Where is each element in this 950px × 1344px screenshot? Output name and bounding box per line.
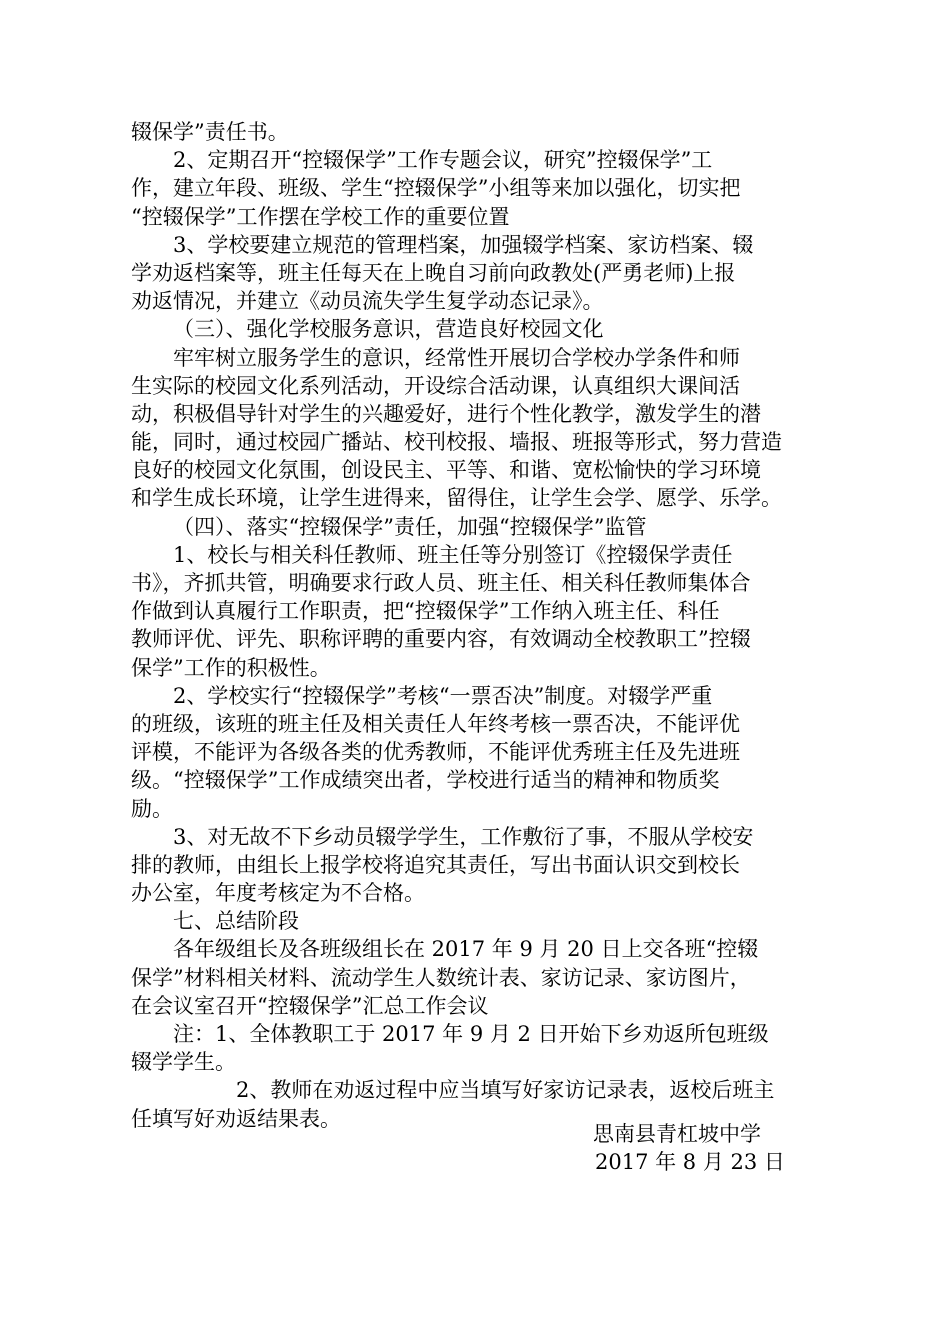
text-line: 学劝返档案等，班主任每天在上晚自习前向政教处(严勇老师)上报 — [131, 260, 736, 285]
text-line: 的班级，该班的班主任及相关责任人年终考核一票否决，不能评优 — [131, 711, 740, 736]
section-heading: （三）、强化学校服务意识，营造良好校园文化 — [173, 317, 604, 342]
text-line: 保学”工作的积极性。 — [131, 655, 331, 680]
text-line: 保学”材料相关材料、流动学生人数统计表、家访记录、家访图片， — [131, 965, 751, 990]
text-line: 励。 — [131, 796, 173, 821]
text-line: 级。“控辍保学”工作成绩突出者，学校进行适当的精神和物质奖 — [131, 768, 720, 793]
text-line: 在会议室召开“控辍保学”汇总工作会议 — [131, 993, 489, 1018]
text-line: 书》，齐抓共管，明确要求行政人员、班主任、相关科任教师集体合 — [131, 571, 751, 595]
text-line: 辍保学”责任书。 — [131, 120, 289, 144]
signature-org: 思南县青杠坡中学 — [593, 1122, 761, 1146]
note-line: 辍学学生。 — [131, 1050, 236, 1075]
text-line: 作，建立年段、班级、学生“控辍保学”小组等来加以强化，切实把 — [131, 176, 741, 201]
text-line: 教师评优、评先、职称评聘的重要内容，有效调动全校教职工”控辍 — [131, 627, 751, 652]
section-heading: （四）、落实“控辍保学”责任，加强“控辍保学”监管 — [173, 514, 647, 539]
note-line: 2、教师在劝返过程中应当填写好家访记录表，返校后班主 — [236, 1078, 775, 1103]
text-line: 3、学校要建立规范的管理档案，加强辍学档案、家访档案、辍 — [173, 232, 754, 257]
text-line: 1、校长与相关科任教师、班主任等分别签订《控辍保学责任 — [173, 542, 733, 567]
text-line: 动，积极倡导针对学生的兴趣爱好，进行个性化教学，激发学生的潜 — [131, 401, 761, 426]
text-line: 2、定期召开“控辍保学”工作专题会议，研究”控辍保学”工 — [173, 148, 713, 173]
text-line: 牢牢树立服务学生的意识，经常性开展切合学校办学条件和师 — [173, 345, 740, 370]
note-line: 任填写好劝返结果表。 — [131, 1106, 341, 1131]
document-body — [131, 118, 825, 1133]
text-line: 评模，不能评为各级各类的优秀教师，不能评优秀班主任及先进班 — [131, 740, 740, 765]
text-line: 3、对无故不下乡动员辍学学生，工作敷衍了事，不服从学校安 — [173, 824, 754, 849]
signature-block — [593, 1120, 785, 1176]
text-line: 能，同时，通过校园广播站、校刊校报、墙报、班报等形式，努力营造 — [131, 430, 782, 455]
text-line: 良好的校园文化氛围，创设民主、平等、和谐、宽松愉快的学习环境 — [131, 458, 761, 483]
note-line: 注：1、全体教职工于 2017 年 9 月 2 日开始下乡劝返所包班级 — [173, 1022, 769, 1046]
text-line: 作做到认真履行工作职责，把“控辍保学”工作纳入班主任、科任 — [131, 599, 720, 624]
signature-date: 2017 年 8 月 23 日 — [595, 1150, 785, 1175]
text-line: 排的教师，由组长上报学校将追究其责任，写出书面认识交到校长 — [131, 852, 740, 877]
text-line: 2、学校实行“控辍保学”考核“一票否决”制度。对辍学严重 — [173, 683, 713, 708]
text-line: 劝返情况，并建立《动员流失学生复学动态记录》。 — [131, 289, 604, 314]
text-line: 生实际的校园文化系列活动，开设综合活动课，认真组织大课间活 — [131, 373, 740, 398]
section-heading: 七、总结阶段 — [173, 909, 299, 934]
text-line: 办公室，年度考核定为不合格。 — [131, 881, 425, 906]
text-line: 各年级组长及各班级组长在 2017 年 9 月 20 日上交各班“控辍 — [173, 937, 759, 962]
text-line: “控辍保学”工作摆在学校工作的重要位置 — [131, 204, 510, 229]
text-line: 和学生成长环境，让学生进得来，留得住，让学生会学、愿学、乐学。 — [131, 486, 782, 511]
